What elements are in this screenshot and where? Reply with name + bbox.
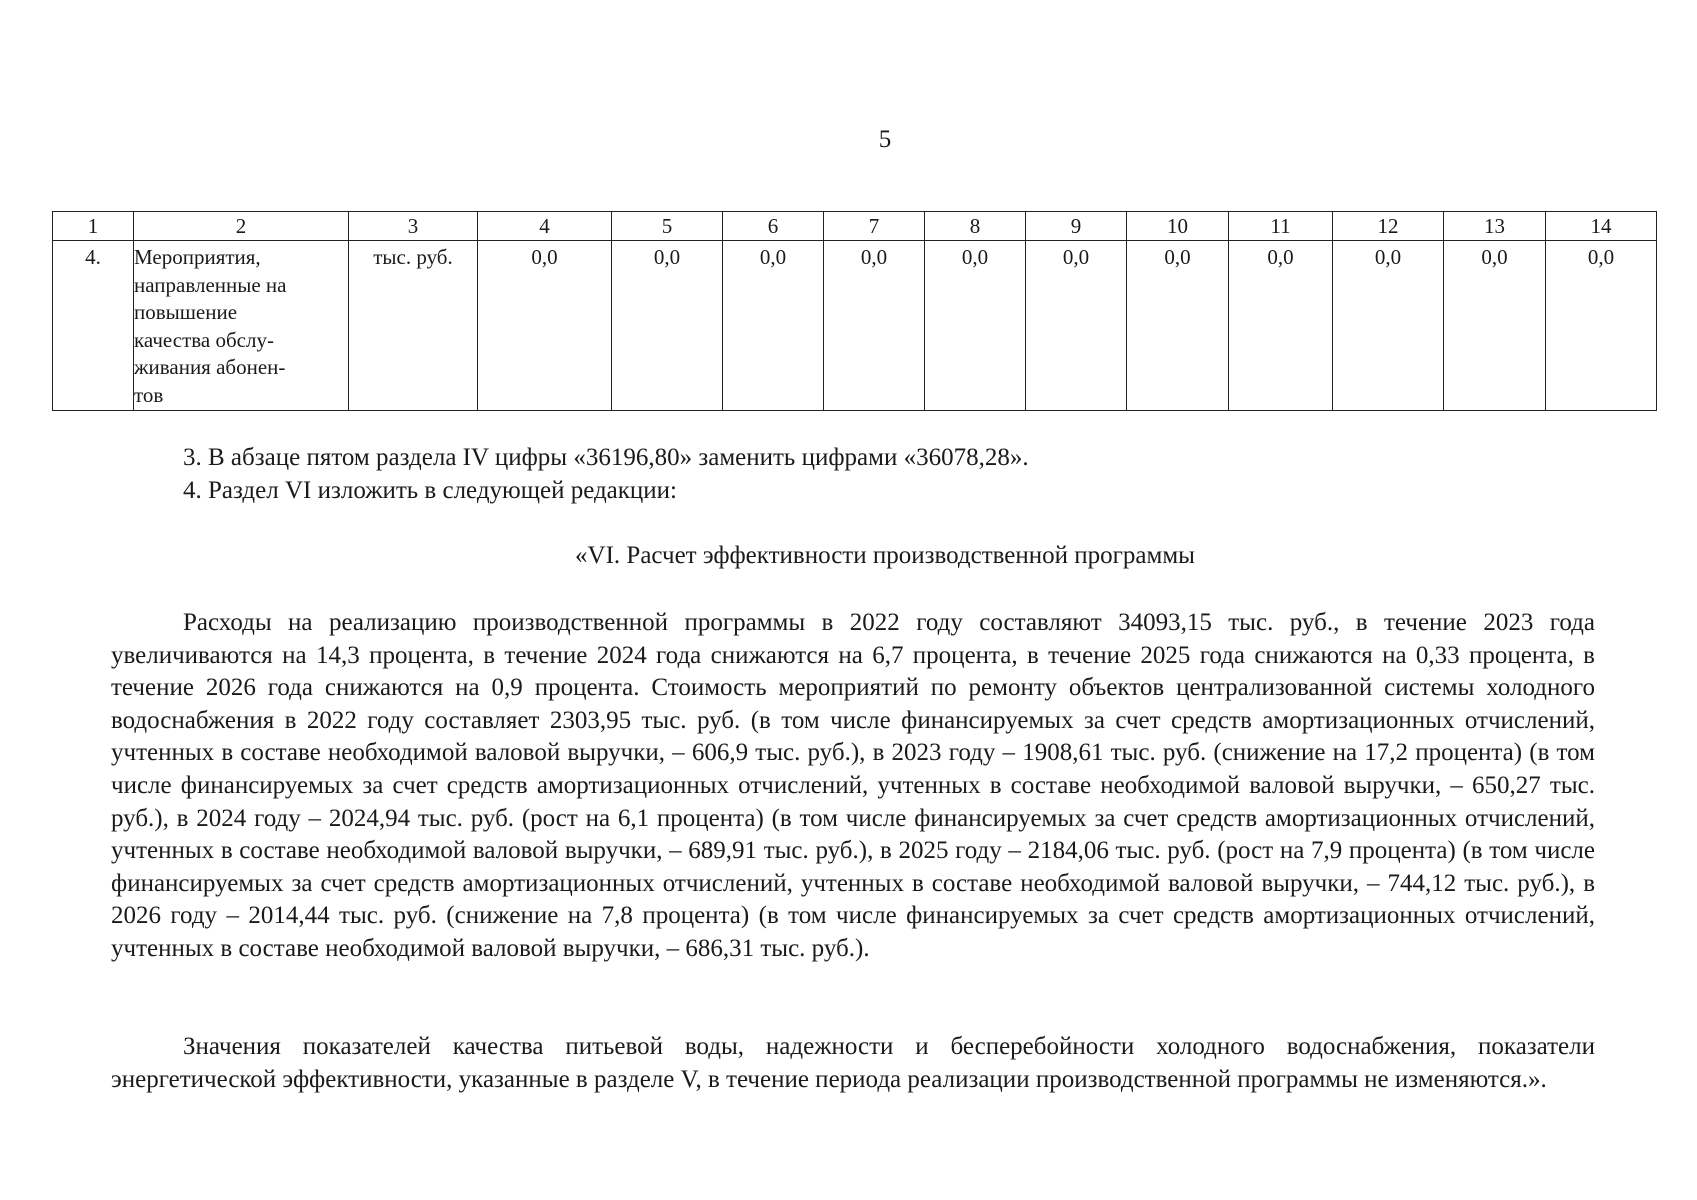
value-cell: 0,0	[478, 241, 612, 411]
value-cell: 0,0	[612, 241, 723, 411]
table-header-cell: 6	[723, 212, 824, 241]
value-cell: 0,0	[723, 241, 824, 411]
table-header-cell: 7	[824, 212, 925, 241]
value-cell: 0,0	[1229, 241, 1333, 411]
value-cell: 0,0	[1546, 241, 1657, 411]
measure-name-cell	[134, 241, 349, 411]
measure-name-line: качества обслу-	[134, 327, 274, 352]
table-header-cell: 8	[925, 212, 1026, 241]
table-header-cell: 2	[134, 212, 349, 241]
row-number-cell: 4.	[53, 241, 134, 411]
table-header-cell: 1	[53, 212, 134, 241]
measure-name-line: направленные на	[134, 272, 287, 297]
amendment-item-4: 4. Раздел VI изложить в следующей редакции:	[183, 477, 678, 504]
measure-name-line: живания абонен-	[134, 355, 286, 379]
measure-name-line: Мероприятия,	[134, 245, 261, 269]
table-header-row	[53, 212, 1657, 241]
measure-name-line: повышение	[134, 300, 238, 324]
table-header-cell: 14	[1546, 212, 1657, 241]
table-row	[53, 241, 1657, 411]
table-header-cell: 12	[1333, 212, 1444, 241]
unit-cell: тыс. руб.	[349, 241, 478, 411]
table-header-cell: 9	[1026, 212, 1127, 241]
paragraph-costs: Расходы на реализацию производственной программы в 2022 году составляют 34093,15 тыс. руб., в течение 2023 года увеличиваются на 14,3 процента, в течение 2024 года снижаются на 6,7 процента, в течение 2025 года снижаются на 0,33 процента, в течение 2026 года снижаются на 0,9 процента. Стоимость мероприятий по ремонту объектов централизованной системы холодного водоснабжения в 2022 году составляет 2303,95 тыс. руб. (в том числе финансируемых за счет средств амортизационных отчислений, учтенных в составе необходимой валовой выручки, – 606,9 тыс. руб.), в 2023 году – 1908,61 тыс. руб. (снижение на 17,2 процента) (в том числе финансируемых за счет средств амортизационных отчислений, учтенных в составе необходимой валовой выручки, – 650,27 тыс. руб.), в 2024 году – 2024,94 тыс. руб. (рост на 6,1 процента) (в том числе финансируемых за счет средств амортизационных отчислений, учтенных в составе необходимой валовой выручки, – 689,91 тыс. руб.), в 2025 году – 2184,06 тыс. руб. (рост на 7,9 процента) (в том числе финансируемых за счет средств амортизационных отчислений, учтенных в составе необходимой валовой выручки, – 744,12 тыс. руб.), в 2026 году – 2014,44 тыс. руб. (снижение на 7,8 процента) (в том числе финансируемых за счет средств амортизационных отчислений, учтенных в составе необходимой валовой выручки, – 686,31 тыс. руб.).	[111, 609, 1595, 962]
value-cell: 0,0	[1444, 241, 1546, 411]
section-heading: «VI. Расчет эффективности производственной программы	[575, 542, 1195, 569]
table-header-cell: 10	[1127, 212, 1229, 241]
table-header-cell: 4	[478, 212, 612, 241]
page-number: 5	[878, 126, 892, 153]
value-cell: 0,0	[925, 241, 1026, 411]
measures-table	[52, 211, 1657, 411]
table-header-cell: 5	[612, 212, 723, 241]
value-cell: 0,0	[1127, 241, 1229, 411]
paragraph-indicators: Значения показателей качества питьевой воды, надежности и бесперебойности холодного водоснабжения, показатели энергетической эффективности, указанные в разделе V, в течение периода реализации производственной программы не изменяются.».	[111, 1033, 1595, 1093]
value-cell: 0,0	[1026, 241, 1127, 411]
value-cell: 0,0	[824, 241, 925, 411]
measure-name-line: тов	[134, 382, 164, 407]
amendment-item-3: 3. В абзаце пятом раздела IV цифры «36196,80» заменить цифрами «36078,28».	[183, 444, 1029, 471]
table-header-cell: 3	[349, 212, 478, 241]
value-cell: 0,0	[1333, 241, 1444, 411]
table-header-cell: 11	[1229, 212, 1333, 241]
table-header-cell: 13	[1444, 212, 1546, 241]
